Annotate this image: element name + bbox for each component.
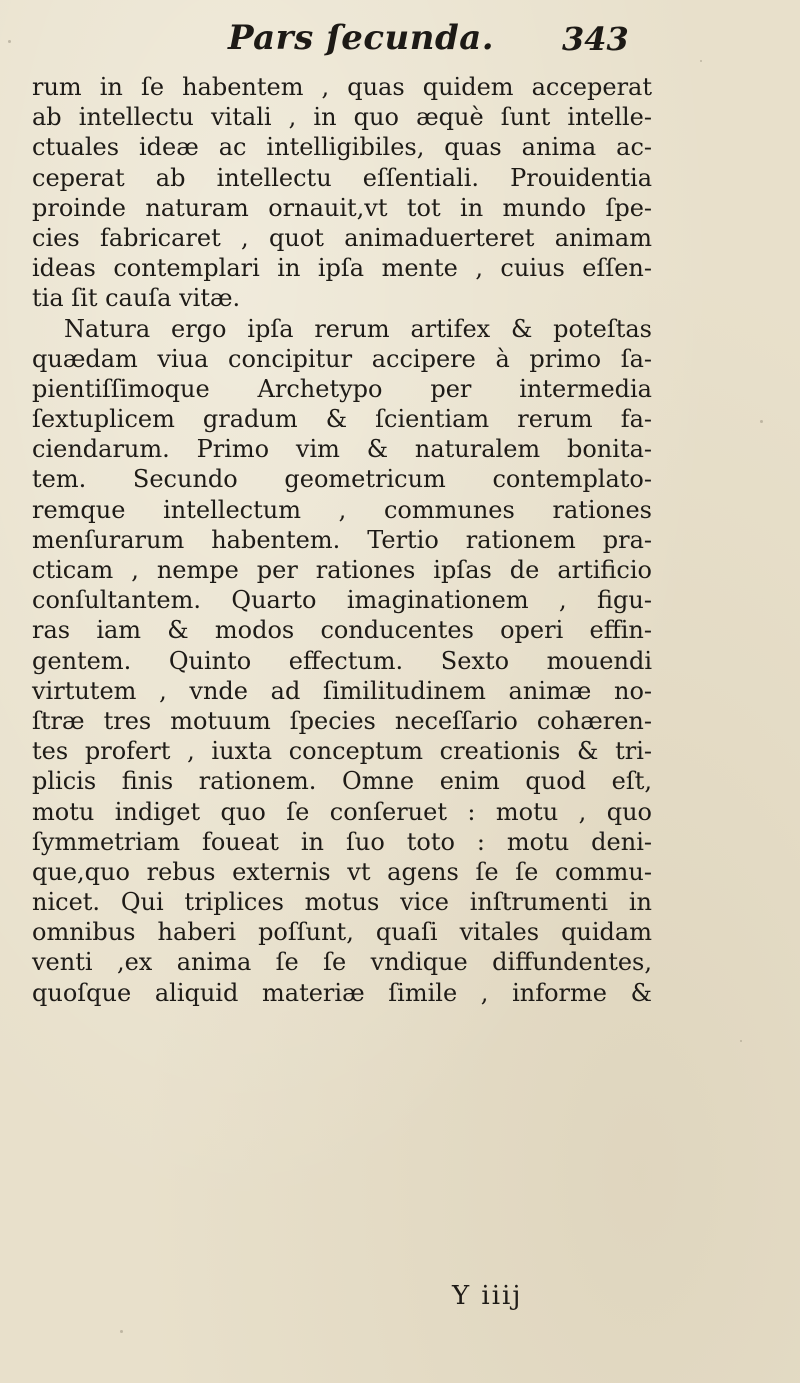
text-line: ras iam & modos conducentes operi effin- [32,616,652,645]
text-line: ſtræ tres motuum ſpecies neceſſario cohæren- [32,706,652,735]
text-line: pientiſſimoque Archetypo per intermedia [32,374,652,403]
text-line: menſurarum habentem. Tertio rationem pra- [32,525,652,554]
text-line: quoſque aliquid materiæ ſimile , informe & [32,978,652,1007]
text-line: conſultantem. Quarto imaginationem , figu- [32,586,652,615]
text-line: motu indiget quo ſe conſeruet : motu , quo [32,797,652,826]
text-line: ſymmetriam foueat in ſuo toto : motu deni- [32,827,652,856]
text-line: omnibus haberi poſſunt, quaſi vitales quidam [32,918,652,947]
text-line: plicis finis rationem. Omne enim quod eſt, [32,767,652,796]
running-head: Pars ſecunda. [228,18,495,58]
paper-speck [700,60,702,62]
text-line: tia ſit cauſa vitæ. [32,284,241,313]
page-number: 343 [562,20,629,58]
paper-speck [120,1330,123,1333]
text-line: Natura ergo ipſa rerum artifex & poteſtas [64,314,652,343]
text-line: ctuales ideæ ac intelligibiles, quas anima ac- [32,133,652,162]
paper-speck [8,40,11,43]
body-text [32,72,652,1008]
text-line: ideas contemplari in ipſa mente , cuius eſſen- [32,254,652,283]
text-line: virtutem , vnde ad ſimilitudinem animæ no- [32,676,652,705]
text-line: que,quo rebus externis vt agens ſe ſe commu- [32,857,652,886]
page-header [0,18,800,68]
text-line: cies fabricaret , quot animaduerteret animam [32,223,652,252]
text-line: ceperat ab intellectu eſſentiali. Prouidentia [32,163,652,192]
text-line: tem. Secundo geometricum contemplato- [32,465,652,494]
paper-speck [740,1040,742,1042]
text-line: tes profert , iuxta conceptum creationis & tri- [32,737,652,766]
text-line: remque intellectum , communes rationes [32,495,652,524]
text-line: rum in ſe habentem , quas quidem acceperat [32,73,652,101]
text-line: gentem. Quinto effectum. Sexto mouendi [32,646,652,675]
text-line: ab intellectu vitali , in quo æquè ſunt intelle- [32,103,652,132]
text-line: nicet. Qui triplices motus vice inſtrumenti in [32,888,652,917]
signature-mark: Y iiij [452,1281,523,1311]
text-line: venti ,ex anima ſe ſe vndique diffundentes, [32,948,652,977]
text-line: ſextuplicem gradum & ſcientiam rerum fa- [32,405,652,434]
text-line: quædam viua concipitur accipere à primo ſa- [32,344,652,373]
text-line: cticam , nempe per rationes ipſas de artificio [32,556,652,584]
text-line: ciendarum. Primo vim & naturalem bonita- [32,435,652,464]
text-line: proinde naturam ornauit,vt tot in mundo ſpe- [32,193,652,222]
paper-speck [760,420,763,423]
